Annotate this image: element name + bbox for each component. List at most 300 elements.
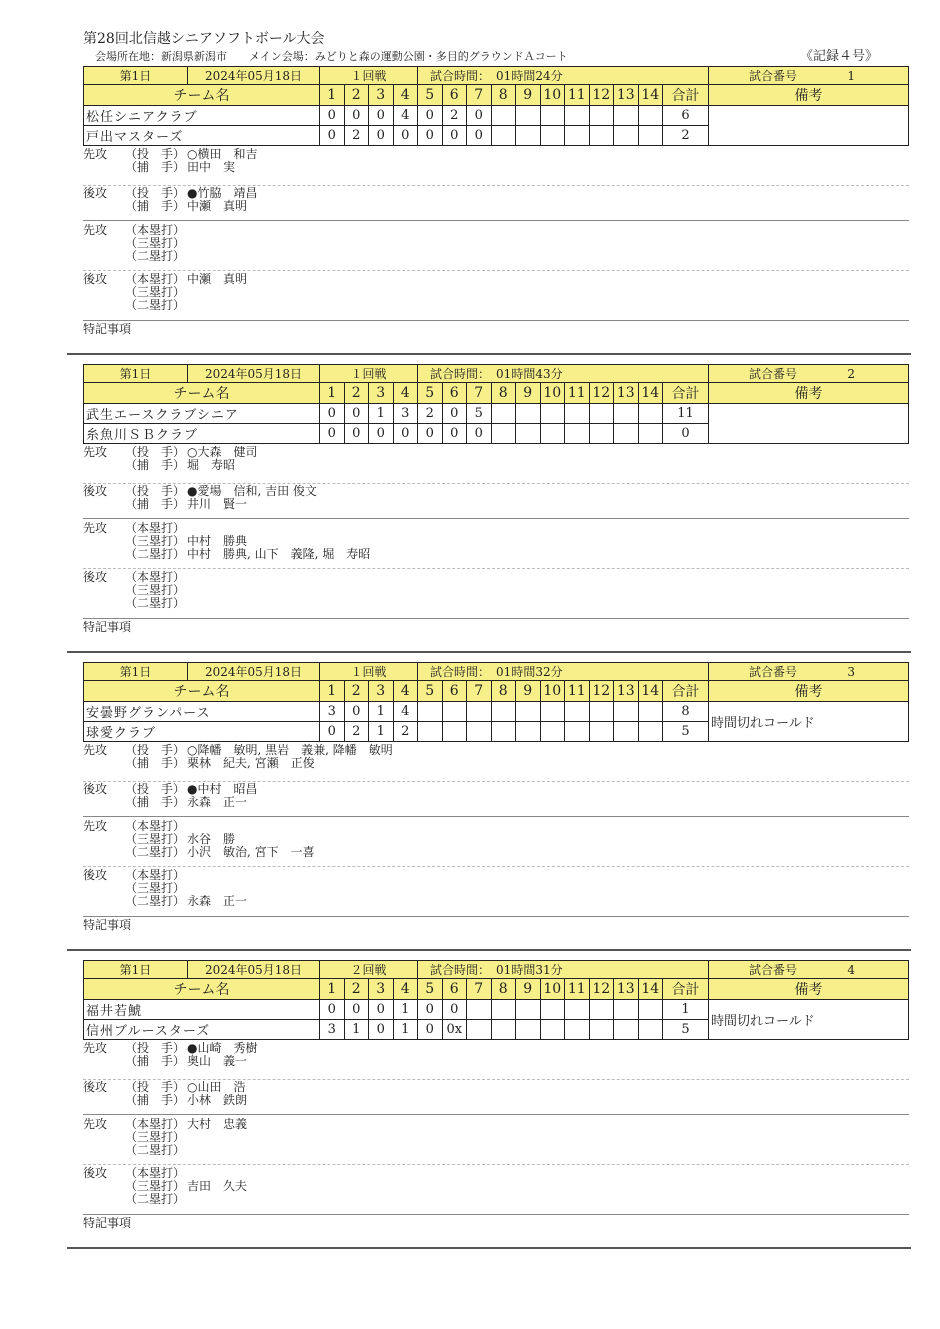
inning-score: [516, 1020, 541, 1040]
inning-header: 14: [638, 383, 663, 404]
inning-score: [638, 1020, 663, 1040]
inning-score: 0: [320, 126, 345, 146]
inning-header: 12: [589, 681, 614, 702]
hr-label: （本塁打）: [125, 272, 186, 286]
total-header: 合計: [663, 383, 709, 404]
pitcher-label: （投 手）: [125, 484, 186, 498]
notes-section: [83, 621, 909, 634]
inning-score: 0: [344, 106, 369, 126]
side-label: 先攻: [83, 819, 108, 833]
inning-score: 2: [344, 126, 369, 146]
pitcher-label: （投 手）: [125, 147, 186, 161]
game-time-label: 試合時間：: [430, 963, 485, 977]
team-name-header: チーム名: [84, 681, 320, 702]
team-name: 福井若鯱: [84, 1000, 320, 1020]
venue-line: 会場所在地：新潟県新潟市 メイン会場：みどりと森の運動公園・多目的グラウンドＡコート: [95, 50, 568, 63]
double-label: （二塁打）: [125, 1192, 186, 1206]
inning-header: 11: [565, 979, 590, 1000]
catcher-label: （捕 手）: [125, 1054, 186, 1068]
round-cell: １回戦: [320, 663, 418, 681]
battery-first: [83, 1042, 909, 1068]
inning-score: [565, 126, 590, 146]
catcher-label: （捕 手）: [125, 1093, 186, 1107]
inning-header: 8: [491, 85, 516, 106]
pitcher-label: （投 手）: [125, 445, 186, 459]
dotted-divider: [83, 1164, 909, 1165]
inning-score: 2: [418, 404, 443, 424]
triple-value: 吉田 久夫: [187, 1179, 248, 1193]
day-cell: 第1日: [84, 663, 188, 681]
catcher-label: （捕 手）: [125, 795, 186, 809]
hr-label: （本塁打）: [125, 819, 186, 833]
team-total: 5: [663, 722, 709, 742]
hr-label: （本塁打）: [125, 1117, 186, 1131]
inning-score: [589, 1000, 614, 1020]
remarks-cell: [709, 106, 909, 146]
inning-header: 12: [589, 85, 614, 106]
inning-header: 6: [442, 383, 467, 404]
triple-value: 水谷 勝: [187, 832, 236, 846]
inning-score: 0: [418, 424, 443, 444]
inning-header: 14: [638, 681, 663, 702]
inning-header: 9: [516, 681, 541, 702]
inning-score: [491, 1000, 516, 1020]
inning-header: 5: [418, 383, 443, 404]
remarks-cell: [709, 404, 909, 444]
dotted-divider: [83, 270, 909, 271]
hits-first: [83, 1118, 909, 1157]
inning-score: 1: [369, 722, 394, 742]
side-label: 後攻: [83, 186, 108, 200]
hr-label: （本塁打）: [125, 521, 186, 535]
hits-second: [83, 869, 909, 908]
hr-label: （本塁打）: [125, 223, 186, 237]
date-cell: 2024年05月18日: [188, 663, 320, 681]
inning-score: 0: [418, 126, 443, 146]
game-time-label: 試合時間：: [430, 665, 485, 679]
game-number-cell: [709, 961, 909, 979]
team-total: 11: [663, 404, 709, 424]
dotted-divider: [83, 568, 909, 569]
round-cell: ２回戦: [320, 961, 418, 979]
game-time-value: 01時間31分: [496, 963, 563, 977]
triple-value: 中村 勝典: [187, 534, 248, 548]
double-value: 小沢 敏治, 宮下 一喜: [187, 845, 315, 859]
game-time-cell: [418, 365, 709, 383]
game-number-cell: [709, 663, 909, 681]
inning-score: 3: [320, 1020, 345, 1040]
triple-label: （三塁打）: [125, 583, 186, 597]
triple-label: （三塁打）: [125, 1179, 186, 1193]
side-label: 後攻: [83, 868, 108, 882]
inning-header: 13: [614, 979, 639, 1000]
game-info-row: [84, 67, 909, 85]
inning-score: 0: [320, 722, 345, 742]
team-name-header: チーム名: [84, 383, 320, 404]
total-header: 合計: [663, 681, 709, 702]
double-label: （二塁打）: [125, 894, 186, 908]
inning-score: 1: [369, 404, 394, 424]
solid-divider: [83, 518, 909, 519]
inning-score: [565, 404, 590, 424]
date-cell: 2024年05月18日: [188, 365, 320, 383]
team-total: 1: [663, 1000, 709, 1020]
game-time-label: 試合時間：: [430, 69, 485, 83]
inning-header: 4: [393, 681, 418, 702]
dotted-divider: [83, 866, 909, 867]
side-label: 先攻: [83, 743, 108, 757]
inning-score: 1: [369, 702, 394, 722]
inning-header: 5: [418, 85, 443, 106]
inning-header: 4: [393, 383, 418, 404]
double-label: （二塁打）: [125, 547, 186, 561]
inning-header: 13: [614, 85, 639, 106]
inning-header: 8: [491, 979, 516, 1000]
triple-label: （三塁打）: [125, 881, 186, 895]
inning-score: 5: [467, 404, 492, 424]
scoreboard-table: [83, 960, 909, 1040]
inning-score: 3: [393, 404, 418, 424]
inning-header: 12: [589, 979, 614, 1000]
inning-score: [638, 722, 663, 742]
pitcher-label: （投 手）: [125, 186, 186, 200]
inning-header: 14: [638, 979, 663, 1000]
team-name: 武生エースクラブシニア: [84, 404, 320, 424]
catcher-value: 永森 正一: [187, 795, 248, 809]
remarks-header: 備考: [709, 979, 909, 1000]
pitcher-value: ○山田 浩: [187, 1080, 246, 1094]
triple-label: （三塁打）: [125, 534, 186, 548]
game-number-label: 試合番号: [749, 367, 798, 381]
catcher-value: 栗林 紀夫, 宮瀬 正俊: [187, 756, 315, 770]
inning-score: [589, 424, 614, 444]
double-label: （二塁打）: [125, 596, 186, 610]
game-number-label: 試合番号: [749, 665, 798, 679]
inning-header: 7: [467, 383, 492, 404]
scoreboard-table: [83, 364, 909, 444]
inning-header: 13: [614, 383, 639, 404]
inning-score: 0: [369, 106, 394, 126]
inning-header: 10: [540, 383, 565, 404]
inning-score: 1: [344, 1020, 369, 1040]
inning-score: [491, 722, 516, 742]
inning-header: 10: [540, 681, 565, 702]
team-name-header: チーム名: [84, 979, 320, 1000]
inning-score: 0: [369, 1000, 394, 1020]
side-label: 後攻: [83, 1166, 108, 1180]
side-label: 後攻: [83, 1080, 108, 1094]
inning-score: [467, 702, 492, 722]
double-value: 中村 勝典, 山下 義隆, 堀 寿昭: [187, 547, 371, 561]
catcher-value: 田中 実: [187, 160, 236, 174]
inning-header: 3: [369, 979, 394, 1000]
inning-score: 0: [320, 424, 345, 444]
inning-score: [540, 424, 565, 444]
double-label: （二塁打）: [125, 298, 186, 312]
pitcher-value: ●中村 昭昌: [187, 782, 258, 796]
inning-header: 9: [516, 85, 541, 106]
inning-score: [540, 1020, 565, 1040]
team-row-top: [84, 702, 909, 722]
catcher-label: （捕 手）: [125, 458, 186, 472]
inning-score: 0: [467, 424, 492, 444]
inning-score: [418, 702, 443, 722]
remarks-cell: 時間切れコールド: [709, 1000, 909, 1040]
inning-header: 14: [638, 85, 663, 106]
pitcher-label: （投 手）: [125, 782, 186, 796]
round-cell: １回戦: [320, 365, 418, 383]
hits-first: [83, 224, 909, 263]
pitcher-value: ●竹脇 靖昌: [187, 186, 258, 200]
inning-score: 0: [344, 404, 369, 424]
inning-score: 0: [418, 1000, 443, 1020]
inning-score: [614, 404, 639, 424]
catcher-value: 奥山 義一: [187, 1054, 248, 1068]
inning-header: 11: [565, 681, 590, 702]
inning-score: [565, 722, 590, 742]
team-row-top: [84, 1000, 909, 1020]
inning-score: 3: [320, 702, 345, 722]
battery-second: [83, 783, 909, 809]
inning-score: 0: [344, 1000, 369, 1020]
game-info-row: [84, 961, 909, 979]
team-total: 5: [663, 1020, 709, 1040]
triple-label: （三塁打）: [125, 236, 186, 250]
column-header-row: [84, 979, 909, 1000]
game-record: [67, 662, 911, 960]
inning-score: 0: [320, 106, 345, 126]
inning-score: 4: [393, 702, 418, 722]
inning-score: [614, 106, 639, 126]
inning-header: 1: [320, 383, 345, 404]
catcher-label: （捕 手）: [125, 756, 186, 770]
notes-label: 特記事項: [83, 918, 132, 932]
inning-score: 0: [369, 1020, 394, 1040]
game-record: [67, 960, 911, 1258]
inning-header: 2: [344, 383, 369, 404]
inning-score: 2: [344, 722, 369, 742]
inning-score: [614, 702, 639, 722]
game-record: [67, 66, 911, 364]
inning-score: 0: [393, 424, 418, 444]
game-time-label: 試合時間：: [430, 367, 485, 381]
catcher-value: 井川 賢一: [187, 497, 248, 511]
hits-second: [83, 273, 909, 312]
date-cell: 2024年05月18日: [188, 67, 320, 85]
inning-score: 0: [418, 1020, 443, 1040]
inning-score: [638, 424, 663, 444]
inning-score: [589, 404, 614, 424]
inning-header: 1: [320, 85, 345, 106]
side-label: 先攻: [83, 223, 108, 237]
inning-score: [491, 424, 516, 444]
catcher-value: 中瀬 真明: [187, 199, 248, 213]
inning-score: [540, 702, 565, 722]
triple-label: （三塁打）: [125, 285, 186, 299]
game-number-label: 試合番号: [749, 69, 798, 83]
inning-score: 0: [369, 126, 394, 146]
inning-header: 4: [393, 85, 418, 106]
inning-score: [638, 106, 663, 126]
game-number-value: 1: [847, 69, 856, 83]
inning-score: 0: [369, 424, 394, 444]
inning-header: 4: [393, 979, 418, 1000]
solid-divider: [83, 1214, 909, 1215]
inning-header: 6: [442, 85, 467, 106]
inning-score: 4: [393, 106, 418, 126]
catcher-value: 小林 鉄朗: [187, 1093, 248, 1107]
pitcher-value: ●山崎 秀樹: [187, 1041, 258, 1055]
game-number-cell: [709, 365, 909, 383]
battery-second: [83, 187, 909, 213]
inning-score: [638, 702, 663, 722]
scoreboard-table: [83, 662, 909, 742]
hits-second: [83, 1167, 909, 1206]
catcher-label: （捕 手）: [125, 160, 186, 174]
solid-divider: [83, 916, 909, 917]
inning-score: [516, 702, 541, 722]
side-label: 後攻: [83, 484, 108, 498]
inning-score: [638, 126, 663, 146]
side-label: 先攻: [83, 1117, 108, 1131]
hits-second: [83, 571, 909, 610]
inning-header: 8: [491, 383, 516, 404]
inning-score: [467, 1000, 492, 1020]
hits-first: [83, 522, 909, 561]
inning-score: 1: [393, 1000, 418, 1020]
pitcher-value: ●愛場 信和, 吉田 俊文: [187, 484, 317, 498]
inning-score: 0: [393, 126, 418, 146]
inning-score: 0: [467, 106, 492, 126]
game-number-cell: [709, 67, 909, 85]
solid-divider: [83, 1114, 909, 1115]
round-cell: １回戦: [320, 67, 418, 85]
double-label: （二塁打）: [125, 249, 186, 263]
inning-score: [589, 702, 614, 722]
inning-score: [565, 424, 590, 444]
game-time-value: 01時間32分: [496, 665, 563, 679]
inning-score: [638, 1000, 663, 1020]
inning-header: 2: [344, 85, 369, 106]
inning-score: [491, 1020, 516, 1040]
game-divider: [67, 353, 911, 355]
inning-header: 1: [320, 979, 345, 1000]
day-cell: 第1日: [84, 67, 188, 85]
inning-score: [540, 126, 565, 146]
game-number-value: 3: [847, 665, 856, 679]
inning-header: 10: [540, 979, 565, 1000]
team-name: 糸魚川ＳＢクラブ: [84, 424, 320, 444]
game-number-value: 2: [847, 367, 856, 381]
inning-header: 2: [344, 979, 369, 1000]
inning-score: [491, 702, 516, 722]
game-record: [67, 364, 911, 662]
game-time-cell: [418, 663, 709, 681]
inning-score: [614, 126, 639, 146]
triple-label: （三塁打）: [125, 832, 186, 846]
team-name: 信州ブルースターズ: [84, 1020, 320, 1040]
inning-score: [614, 1020, 639, 1040]
notes-label: 特記事項: [83, 620, 132, 634]
solid-divider: [83, 320, 909, 321]
inning-header: 3: [369, 85, 394, 106]
inning-header: 6: [442, 979, 467, 1000]
inning-header: 6: [442, 681, 467, 702]
inning-score: 0: [320, 404, 345, 424]
column-header-row: [84, 383, 909, 404]
inning-score: 0: [442, 126, 467, 146]
team-row-top: [84, 106, 909, 126]
team-name: 安曇野グランパース: [84, 702, 320, 722]
catcher-label: （捕 手）: [125, 497, 186, 511]
double-label: （二塁打）: [125, 845, 186, 859]
inning-score: 0: [418, 106, 443, 126]
side-label: 後攻: [83, 272, 108, 286]
inning-score: 0x: [442, 1020, 467, 1040]
inning-score: [540, 1000, 565, 1020]
inning-header: 8: [491, 681, 516, 702]
inning-score: [516, 404, 541, 424]
inning-header: 9: [516, 979, 541, 1000]
inning-score: [614, 424, 639, 444]
solid-divider: [83, 618, 909, 619]
notes-section: [83, 1217, 909, 1230]
side-label: 後攻: [83, 570, 108, 584]
solid-divider: [83, 220, 909, 221]
side-label: 先攻: [83, 521, 108, 535]
team-name: 戸出マスターズ: [84, 126, 320, 146]
inning-score: [418, 722, 443, 742]
inning-score: [516, 126, 541, 146]
inning-header: 13: [614, 681, 639, 702]
inning-score: 0: [320, 1000, 345, 1020]
inning-score: [565, 1020, 590, 1040]
inning-header: 3: [369, 681, 394, 702]
side-label: 後攻: [83, 782, 108, 796]
pitcher-value: ○降幡 敏明, 黒岩 義兼, 降幡 敏明: [187, 743, 393, 757]
hr-label: （本塁打）: [125, 868, 186, 882]
hr-label: （本塁打）: [125, 570, 186, 584]
inning-score: [491, 404, 516, 424]
team-name: 球愛クラブ: [84, 722, 320, 742]
inning-score: [442, 702, 467, 722]
battery-second: [83, 1081, 909, 1107]
inning-score: [589, 126, 614, 146]
hr-value: 大村 忠義: [187, 1117, 248, 1131]
game-time-cell: [418, 961, 709, 979]
team-name-header: チーム名: [84, 85, 320, 106]
inning-score: [540, 106, 565, 126]
inning-score: [638, 404, 663, 424]
inning-score: [589, 1020, 614, 1040]
remarks-header: 備考: [709, 85, 909, 106]
inning-header: 12: [589, 383, 614, 404]
inning-score: [589, 722, 614, 742]
inning-score: [516, 106, 541, 126]
inning-score: [589, 106, 614, 126]
battery-first: [83, 744, 909, 770]
record-number: 《記録４号》: [800, 49, 879, 64]
game-divider: [67, 949, 911, 951]
inning-header: 10: [540, 85, 565, 106]
day-cell: 第1日: [84, 961, 188, 979]
inning-score: [565, 1000, 590, 1020]
battery-second: [83, 485, 909, 511]
team-total: 2: [663, 126, 709, 146]
side-label: 先攻: [83, 1041, 108, 1055]
inning-header: 3: [369, 383, 394, 404]
solid-divider: [83, 816, 909, 817]
